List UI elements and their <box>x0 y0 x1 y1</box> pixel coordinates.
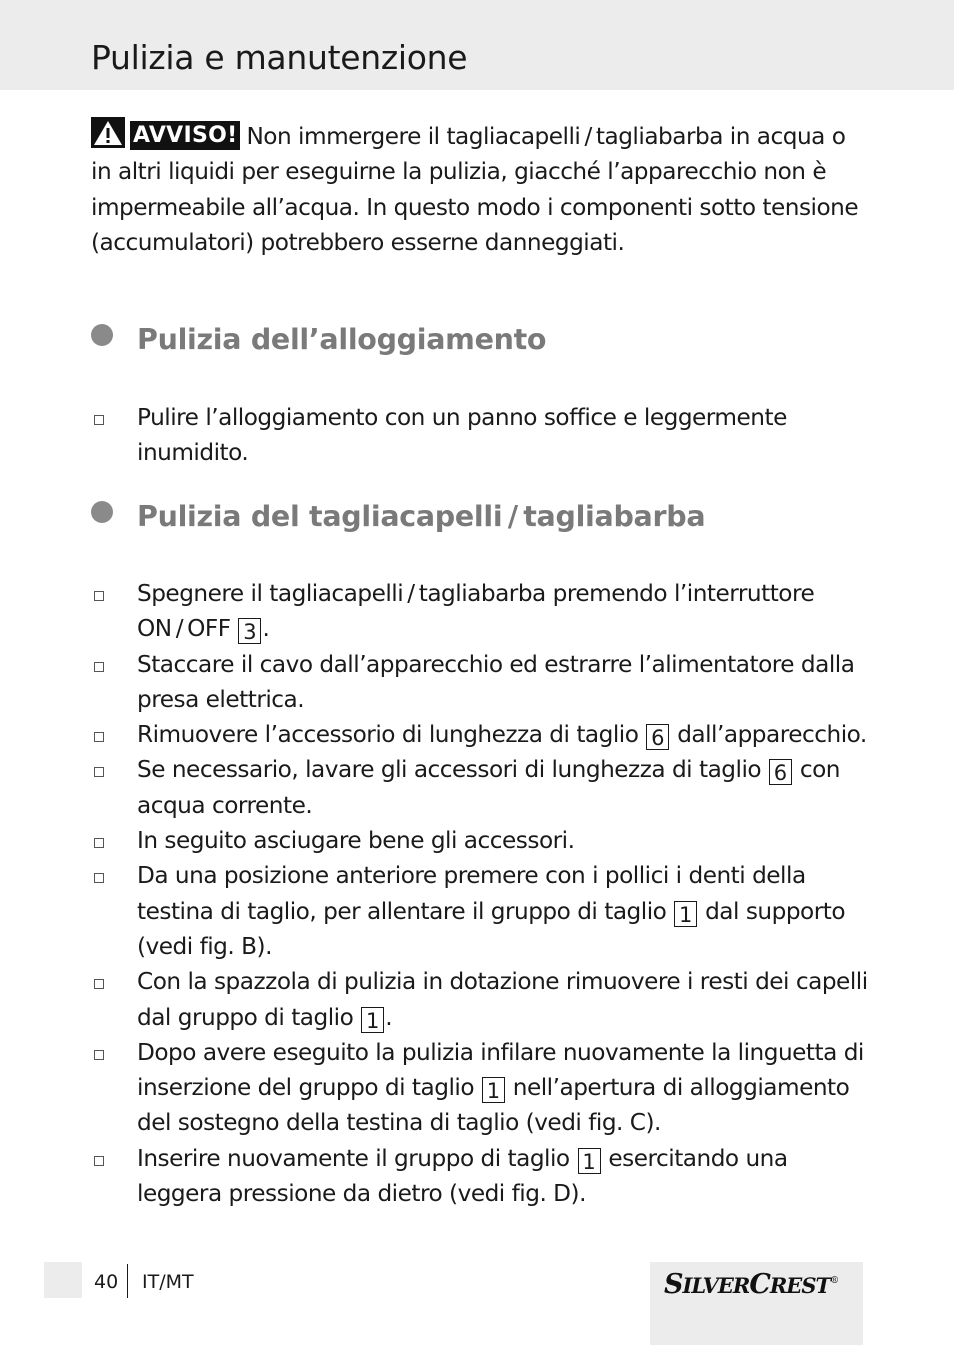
warning-triangle-icon <box>91 117 125 148</box>
list-item: Inserire nuovamente il gruppo di taglio 1 esercitando una leggera pressione da dietro (vedi fig. D). <box>91 1141 869 1212</box>
brand-logo: SILVERCREST® <box>664 1269 839 1300</box>
part-ref-box: 1 <box>578 1148 601 1174</box>
checkbox-square-icon <box>94 415 104 425</box>
list-item: Se necessario, lavare gli accessori di lunghezza di taglio 6 con acqua corrente. <box>91 752 869 823</box>
list-item <box>91 400 869 471</box>
list-item: In seguito asciugare bene gli accessori. <box>91 823 869 858</box>
language-code: IT/MT <box>142 1271 194 1293</box>
list-item: Da una posizione anteriore premere con i pollici i denti della testina di taglio, per allentare il gruppo di taglio 1 dal supporto (vedi fig. B). <box>91 858 869 964</box>
checkbox-square-icon <box>94 838 104 848</box>
list-item: Rimuovere l’accessorio di lunghezza di taglio 6 dall’apparecchio. <box>91 717 869 752</box>
checkbox-square-icon <box>94 662 104 672</box>
list-item-text: Pulire l’alloggiamento con un panno soffice e leggermente inumidito. <box>137 404 787 467</box>
part-ref-box: 1 <box>674 901 697 927</box>
part-ref-box: 6 <box>769 759 792 785</box>
part-ref-box: 3 <box>238 618 261 644</box>
part-ref-box: 1 <box>361 1007 384 1033</box>
page-title: Pulizia e manutenzione <box>91 38 468 77</box>
warning-text: Non immergere il tagliacapelli / tagliabarba in acqua o in altri liquidi per eseguirne la pulizia, giacché l’apparecchio non è impermeabile all’acqua. In questo modo i componenti sotto tensione (accumulatori) potrebbero esserne danneggiati. <box>91 123 859 256</box>
section-heading-housing-text: Pulizia dell’alloggiamento <box>137 323 547 356</box>
footer-divider <box>127 1264 128 1298</box>
section-heading-trimmer <box>91 500 705 533</box>
circle-bullet-icon <box>91 324 113 346</box>
checkbox-square-icon <box>94 591 104 601</box>
section-heading-trimmer-text: Pulizia del tagliacapelli / tagliabarba <box>137 500 706 533</box>
section-heading-housing <box>91 323 546 356</box>
housing-steps-list <box>91 400 869 471</box>
checkbox-square-icon <box>94 1050 104 1060</box>
part-ref-box: 6 <box>646 724 669 750</box>
part-ref-box: 1 <box>482 1077 505 1103</box>
list-item: Staccare il cavo dall’apparecchio ed estrarre l’alimentatore dalla presa elettrica. <box>91 647 869 718</box>
checkbox-square-icon <box>94 767 104 777</box>
warning-block <box>91 117 866 260</box>
warning-badge: AVVISO! <box>130 121 240 150</box>
checkbox-square-icon <box>94 873 104 883</box>
trimmer-steps-list <box>91 576 869 1211</box>
checkbox-square-icon <box>94 732 104 742</box>
footer-marker <box>44 1262 82 1298</box>
page-number: 40 <box>94 1271 119 1293</box>
list-item: Spegnere il tagliacapelli / tagliabarba premendo l’interruttore ON / OFF 3 . <box>91 576 869 647</box>
checkbox-square-icon <box>94 979 104 989</box>
list-item: Dopo avere eseguito la pulizia infilare nuovamente la linguetta di inserzione del gruppo di taglio 1 nell’apertura di alloggiamento del sostegno della testina di taglio (vedi fig. C). <box>91 1035 869 1141</box>
checkbox-square-icon <box>94 1156 104 1166</box>
circle-bullet-icon <box>91 501 113 523</box>
list-item: Con la spazzola di pulizia in dotazione rimuovere i resti dei capelli dal gruppo di taglio 1 . <box>91 964 869 1035</box>
